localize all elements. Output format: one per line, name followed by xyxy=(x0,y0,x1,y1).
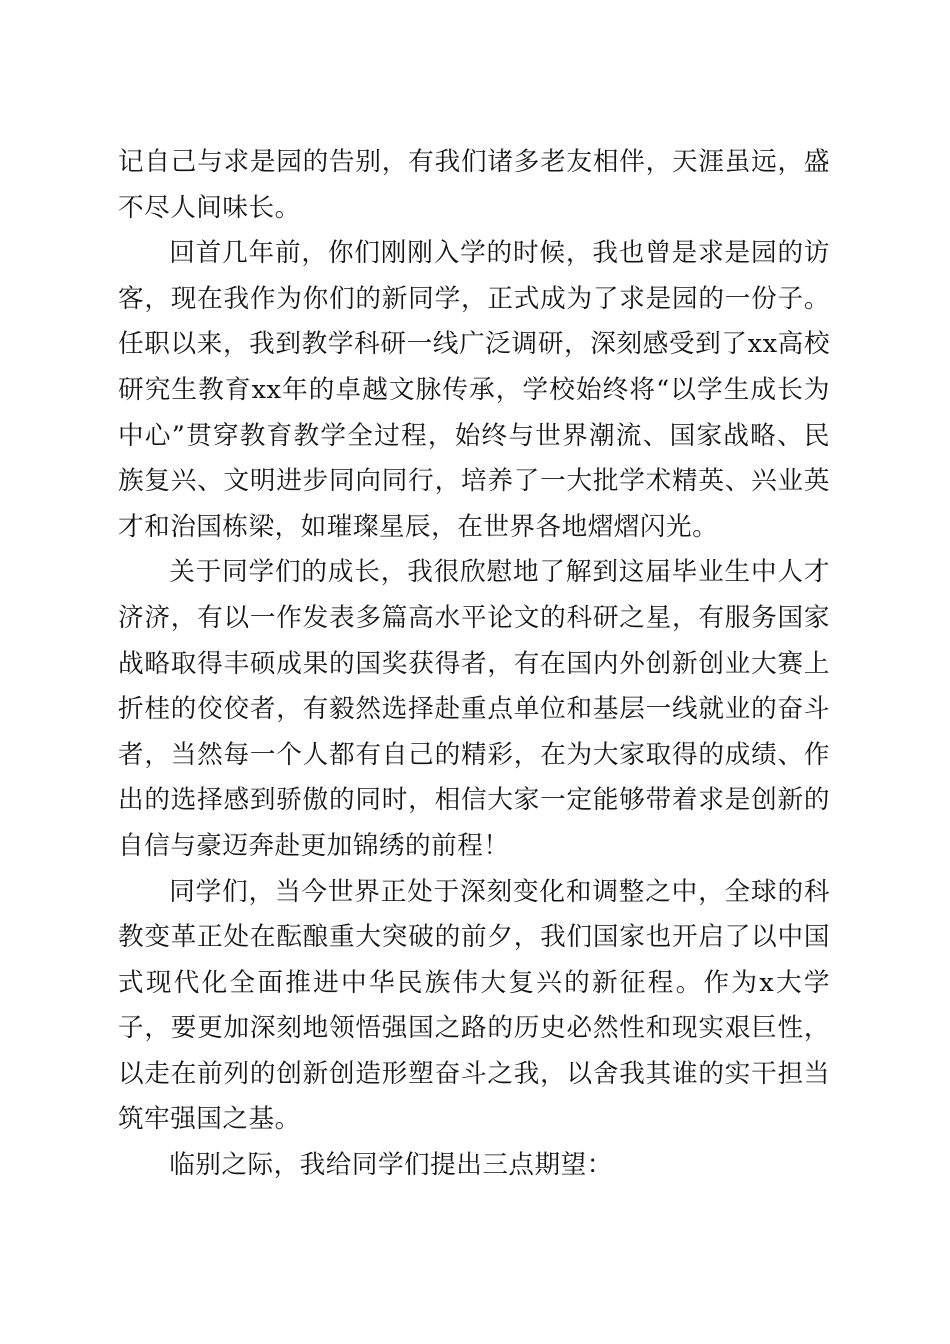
document-body xyxy=(118,140,830,1189)
paragraph-continuation: 记自己与求是园的告别，有我们诸多老友相伴，天涯虽远，盛不尽人间味长。 xyxy=(118,147,830,223)
paragraph-looking-back: 回首几年前，你们刚刚入学的时候，我也曾是求是园的访客，现在我作为你们的新同学，正式成为了求是园的一份子。任职以来，我到教学科研一线广泛调研，深刻感受到了xx高校研究生教育xx年的卓越文脉传承，学校始终将“以学生成长为中心”贯穿教育教学全过程，始终与世界潮流、国家战略、民族复兴、文明进步同向同行，培养了一大批学术精英、兴业英才和治国栋梁，如璀璨星辰，在世界各地熠熠闪光。 xyxy=(118,238,830,542)
paragraph-expectations-intro: 临别之际，我给同学们提出三点期望： xyxy=(169,1150,613,1181)
paragraph-student-growth: 关于同学们的成长，我很欣慰地了解到这届毕业生中人才济济，有以一作发表多篇高水平论文的科研之星，有服务国家战略取得丰硕成果的国奖获得者，有在国内外创新创业大赛上折桂的佼佼者，有毅然选择赴重点单位和基层一线就业的奋斗者，当然每一个人都有自己的精彩，在为大家取得的成绩、作出的选择感到骄傲的同时，相信大家一定能够带着求是创新的自信与豪迈奔赴更加锦绣的前程！ xyxy=(118,557,830,861)
paragraph-world-changes: 同学们，当今世界正处于深刻变化和调整之中，全球的科教变革正处在酝酿重大突破的前夕，我们国家也开启了以中国式现代化全面推进中华民族伟大复兴的新征程。作为x大学子，要更加深刻地领悟强国之路的历史必然性和现实艰巨性，以走在前列的创新创造形塑奋斗之我，以舍我其谁的实干担当筑牢强国之基。 xyxy=(118,876,830,1135)
